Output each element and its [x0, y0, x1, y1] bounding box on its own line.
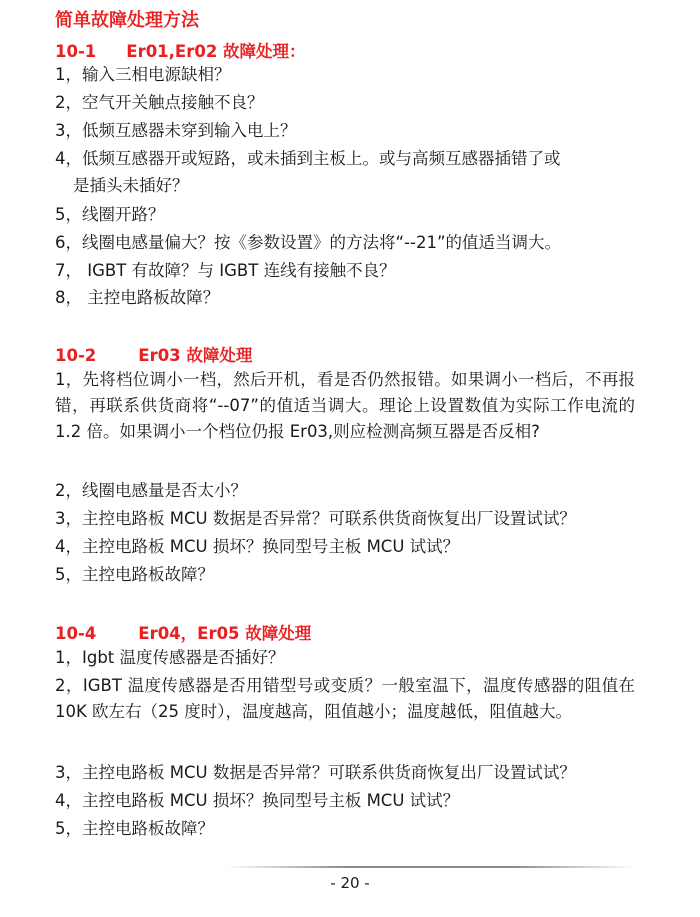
section-number: 10-4 [55, 624, 97, 643]
section-heading-10-1 [55, 38, 306, 62]
list-item: 2，IGBT 温度传感器是否用错型号或变质？一般室温下，温度传感器的阻值在 10K 欧左右（25 度时），温度越高，阻值越小；温度越低，阻值越大。 [55, 676, 635, 721]
page-number: - 20 - [330, 874, 370, 892]
list-item: 4，低频互感器开或短路，或未插到主板上。或与高频互感器插错了或 [55, 149, 561, 168]
section-number: 10-2 [55, 346, 97, 365]
list-item-continuation: 是插头未插好？ [73, 176, 189, 195]
list-item: 2，空气开关触点接触不良？ [55, 93, 264, 112]
list-item: 6，线圈电感量偏大？按《参数设置》的方法将“--21”的值适当调大。 [55, 233, 561, 252]
section-number: 10-1 [55, 42, 97, 61]
section-title: Er04，Er05 故障处理 [138, 624, 312, 643]
list-item: 5，主控电路板故障？ [55, 819, 214, 838]
list-item: 4，主控电路板 MCU 损坏？换同型号主板 MCU 试试？ [55, 791, 460, 810]
list-item: 1，Igbt 温度传感器是否插好？ [55, 648, 285, 667]
list-item: 4，主控电路板 MCU 损坏？换同型号主板 MCU 试试？ [55, 537, 460, 556]
list-item: 3，主控电路板 MCU 数据是否异常？可联系供货商恢复出厂设置试试？ [55, 763, 576, 782]
list-item: 8， 主控电路板故障？ [55, 288, 220, 307]
section-title: Er03 故障处理 [138, 346, 253, 365]
list-item: 2，线圈电感量是否太小？ [55, 481, 247, 500]
footer-divider [225, 866, 635, 868]
section-title: Er01,Er02 故障处理： [126, 42, 306, 61]
list-item: 5，主控电路板故障？ [55, 565, 214, 584]
page-title: 简单故障处理方法 [55, 10, 199, 31]
list-item: 3，主控电路板 MCU 数据是否异常？可联系供货商恢复出厂设置试试？ [55, 509, 576, 528]
list-item: 7， IGBT 有故障？与 IGBT 连线有接触不良？ [55, 261, 396, 280]
section-heading-10-4 [55, 620, 311, 644]
list-item: 1，输入三相电源缺相？ [55, 65, 231, 84]
list-item: 3，低频互感器未穿到输入电上？ [55, 121, 297, 140]
section-heading-10-2 [55, 342, 252, 366]
list-item: 5，线圈开路？ [55, 205, 165, 224]
list-item: 1，先将档位调小一档，然后开机，看是否仍然报错。如果调小一档后，不再报错，再联系供货商将“--07”的值适当调大。理论上设置数值为实际工作电流的 1.2 倍。如果调小一个档位仍报 Er03,则应检测高频互器是否反相? [55, 370, 635, 441]
